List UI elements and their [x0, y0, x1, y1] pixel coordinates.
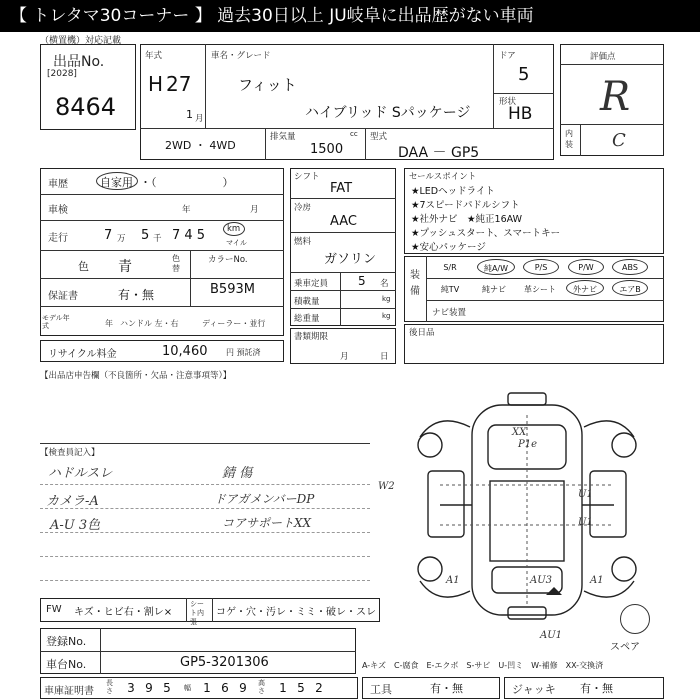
inspection-year-unit: 年	[182, 205, 191, 215]
capacity-value: 5	[358, 274, 366, 288]
after-install-box	[404, 324, 664, 364]
shift-value: FAT	[330, 181, 353, 196]
ac-label: 冷房	[294, 203, 312, 213]
inspector-note-right-3: コアサポートXX	[222, 516, 312, 530]
rating-value: R	[600, 74, 631, 120]
recycle-label: リサイクル料金	[48, 349, 117, 360]
model-code-value: DAA － GP5	[398, 145, 480, 161]
damage-legend: A-キズ C-腐食 E-エクボ S-サビ U-凹ミ W-補修 XX-交換済	[362, 661, 604, 670]
garage-cert-label: 車庫証明書	[44, 686, 94, 697]
doc-deadline-day: 日	[380, 352, 389, 362]
model-code-label: 型式	[370, 132, 388, 142]
sales-points-label: セールスポイント	[409, 172, 477, 182]
fw-label: FW	[46, 604, 62, 615]
inspector-note-left-1: ハドルスレ	[48, 466, 113, 481]
equip-pw: P/W	[578, 263, 594, 272]
mileage-man-unit: 万	[117, 234, 126, 244]
model-year-unit: 年	[105, 319, 113, 328]
equip-airbag: エアB	[619, 285, 641, 294]
sales-point-2: ★7スピードパドルシフト	[411, 200, 520, 211]
interior-label: 内装	[565, 129, 573, 149]
doc-deadline-label: 書類期限	[294, 332, 329, 342]
displacement-value: 1500	[310, 142, 344, 157]
dealer-type: ディーラー・並行	[202, 319, 266, 328]
fuel-value: ガソリン	[324, 252, 377, 267]
cert-height-2: 5	[297, 681, 305, 695]
mark-a1-left: A1	[446, 575, 460, 586]
cert-width-label: 幅	[184, 684, 191, 692]
spare-label: スペア	[610, 642, 640, 653]
doc-deadline-month: 月	[340, 352, 349, 362]
sales-point-3: ★社外ナビ ★純正16AW	[411, 214, 522, 225]
interior-value: C	[612, 130, 626, 151]
equip-alloy-wheel: 純A/W	[483, 264, 509, 273]
jack-label: ジャッキ	[512, 683, 556, 696]
ac-value: AAC	[330, 214, 357, 229]
warranty-value: 有・無	[118, 288, 155, 302]
jack-value: 有・無	[580, 682, 613, 695]
lot-label: 出品No.	[53, 54, 105, 70]
equip-aftermarket-nav: 外ナビ	[573, 285, 597, 294]
cert-height-3: 2	[315, 681, 323, 695]
cert-length-1: 3	[127, 681, 135, 695]
equip-tv: 純TV	[440, 285, 460, 294]
banner: 【 トレタマ30コーナー 】 過去30日以上 JU岐阜に出品歴がない車両	[0, 0, 700, 32]
after-install-label: 後日品	[409, 328, 435, 338]
mileage-rest: 7 4 5	[172, 228, 206, 243]
lot-box	[40, 44, 136, 130]
mileage-unit-km: km	[227, 224, 241, 234]
warranty-label: 保証書	[48, 291, 78, 302]
year-month-unit: 月	[195, 114, 204, 124]
tools-label: 工具	[370, 683, 392, 696]
inspector-label: 【検査員記入】	[40, 448, 100, 458]
chassis-value: GP5-3201306	[180, 655, 269, 670]
chassis-label: 車台No.	[46, 658, 87, 671]
color-no-label: カラーNo.	[208, 255, 248, 265]
mileage-man: 7	[104, 228, 113, 243]
inspector-note-left-2: カメラ-A	[46, 494, 99, 509]
cert-length-3: 5	[163, 681, 171, 695]
inspection-label: 車検	[48, 205, 68, 216]
mileage-sen: 5	[141, 228, 150, 243]
tools-value: 有・無	[430, 682, 463, 695]
mark-w2: W2	[378, 481, 395, 492]
handle-side: ハンドル 左・右	[120, 319, 179, 328]
cert-length-2: 9	[145, 681, 153, 695]
mark-p1e: P1e	[518, 439, 538, 450]
mark-u1-lower: U1	[578, 517, 593, 528]
history-note: ・（ ）	[140, 176, 234, 189]
year-era: H	[148, 72, 164, 96]
year-label: 年式	[145, 51, 163, 61]
year-month: 1	[186, 108, 193, 121]
lot-number: 8464	[55, 93, 117, 121]
mark-au1: AU1	[540, 630, 563, 641]
equip-sr: S/R	[443, 263, 457, 272]
cert-width-3: 9	[239, 681, 247, 695]
mark-a1-right: A1	[590, 575, 604, 586]
mileage-unit-mile: マイル	[226, 239, 247, 247]
capacity-label: 乗車定員	[294, 279, 329, 289]
recycle-value: 10,460	[162, 344, 208, 359]
year-value: 27	[166, 72, 192, 96]
equip-ps: P/S	[534, 263, 548, 272]
shift-label: シフト	[294, 172, 320, 182]
total-weight-unit: kg	[382, 312, 391, 320]
inspector-note-right-1: 錆 傷	[222, 466, 253, 481]
sales-point-1: ★LEDヘッドライト	[411, 186, 495, 197]
total-weight-label: 総重量	[294, 314, 320, 324]
body-type-value: HB	[508, 104, 533, 124]
lot-code: [2028]	[47, 69, 77, 79]
sales-point-5: ★安心パッケージ	[411, 242, 486, 253]
displacement-unit: cc	[350, 130, 358, 138]
displacement-label: 排気量	[270, 132, 296, 142]
cert-width-2: 6	[221, 681, 229, 695]
mark-xx: XX	[512, 427, 527, 438]
doors-label: ドア	[499, 51, 516, 61]
car-damage-diagram	[400, 385, 660, 625]
nav-device-label: ナビ装置	[432, 308, 467, 318]
fuel-label: 燃料	[294, 237, 312, 247]
color-no-value: B593M	[210, 282, 255, 297]
sales-point-4: ★プッシュスタート、スマートキー	[411, 228, 561, 239]
doors-value: 5	[518, 64, 530, 85]
cert-height-label: 高さ	[258, 679, 265, 695]
mark-u1-upper: U1	[578, 489, 593, 500]
seat-label: シート内張	[190, 600, 204, 626]
drive-type: 2WD ・ 4WD	[165, 139, 236, 152]
equip-abs: ABS	[622, 263, 638, 272]
seat-text: コゲ・穴・汚レ・ミミ・破レ・スレ	[216, 607, 376, 618]
top-note: （横置機）対応記載	[40, 36, 122, 46]
load-unit: kg	[382, 295, 391, 303]
history-value: 自家用	[100, 176, 133, 189]
equipment-label: 装備	[410, 270, 420, 297]
inspection-month-unit: 月	[250, 205, 259, 215]
mileage-sen-unit: 千	[153, 234, 162, 244]
fw-text: キズ・ヒビ右・割レ×	[74, 607, 173, 618]
recycle-unit: 円 預託済	[226, 348, 261, 357]
equip-oem-nav: 純ナビ	[482, 285, 506, 294]
history-label: 車歴	[48, 179, 68, 190]
capacity-unit: 名	[380, 279, 389, 289]
spare-tire-icon	[620, 604, 650, 634]
model-name: フィット	[238, 76, 297, 94]
color-value: 青	[118, 259, 132, 275]
registration-label: 登録No.	[46, 635, 87, 648]
color-change-label: 色替	[172, 254, 180, 273]
load-label: 積載量	[294, 297, 320, 307]
model-grade: ハイブリッド Sパッケージ	[305, 105, 471, 121]
declaration-label: 【出品店申告欄（不良箇所・欠品・注意事項等）】	[40, 371, 232, 381]
color-label: 色	[78, 260, 89, 273]
cert-height-1: 1	[279, 681, 287, 695]
inspector-note-right-2: ドアガメンバーDP	[214, 492, 315, 506]
model-name-label: 車名・グレード	[211, 51, 271, 61]
model-year-label: モデル年式	[42, 314, 70, 330]
mark-au3: AU3	[530, 575, 553, 586]
inspector-note-left-3: A-U 3色	[50, 518, 101, 533]
body-type-label: 形状	[499, 97, 517, 107]
cert-width-1: 1	[203, 681, 211, 695]
equip-leather: 革シート	[524, 285, 556, 294]
cert-length-label: 長さ	[106, 679, 113, 695]
mileage-label: 走行	[48, 233, 68, 244]
rating-label: 評価点	[590, 52, 616, 62]
